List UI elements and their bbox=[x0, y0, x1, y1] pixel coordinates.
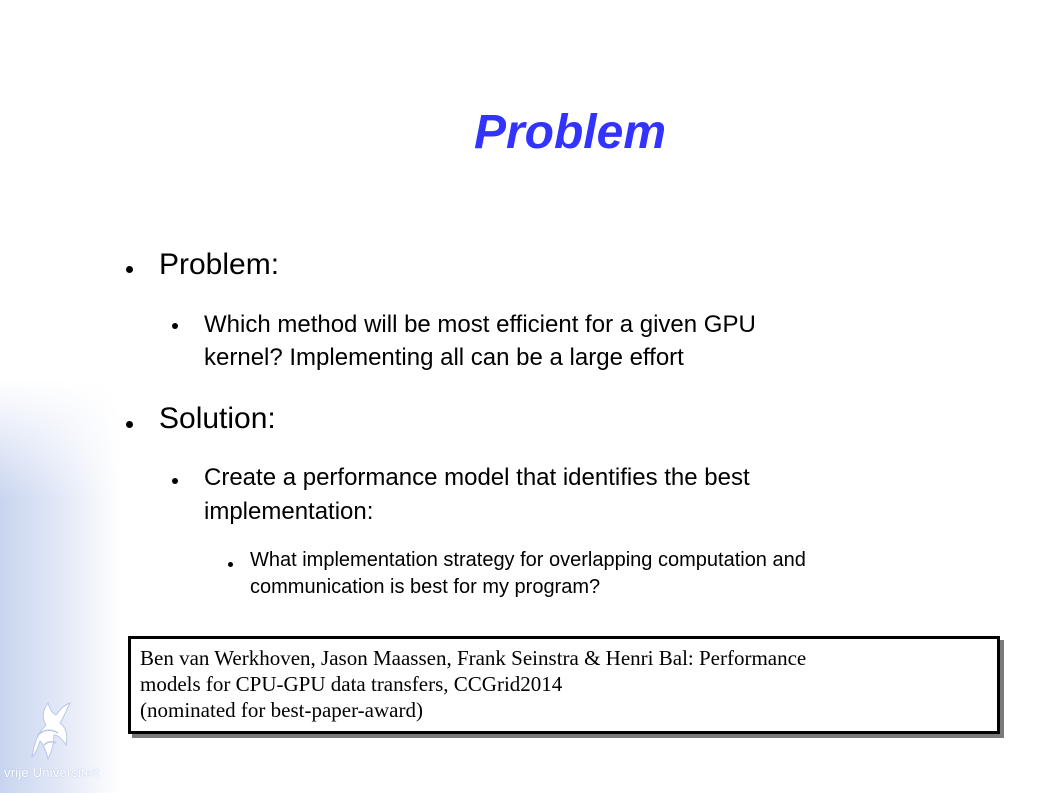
citation-line2: models for CPU-GPU data transfers, CCGrid2014 bbox=[140, 672, 563, 696]
griffin-logo-icon bbox=[24, 695, 74, 765]
solution-heading: Solution: bbox=[159, 402, 276, 435]
solution-sub-line2: communication is best for my program? bbox=[250, 576, 601, 598]
problem-heading: Problem: bbox=[159, 248, 280, 281]
solution-text-line1: Create a performance model that identifies the best bbox=[204, 464, 750, 491]
bullet-dot-icon bbox=[126, 266, 133, 273]
citation-line3: (nominated for best-paper-award) bbox=[140, 698, 423, 722]
bullet-dot-icon bbox=[228, 562, 233, 567]
bullet-dot-icon bbox=[172, 323, 178, 329]
solution-text-line2: implementation: bbox=[204, 498, 374, 525]
citation-line1: Ben van Werkhoven, Jason Maassen, Frank Seinstra & Henri Bal: Performance bbox=[140, 646, 807, 670]
problem-text-line2: kernel? Implementing all can be a large effort bbox=[204, 344, 684, 371]
problem-text-line1: Which method will be most efficient for a given GPU bbox=[204, 311, 756, 338]
bullet-dot-icon bbox=[126, 421, 133, 428]
university-logo bbox=[4, 690, 100, 790]
bullet-dot-icon bbox=[172, 478, 178, 484]
solution-sub-line1: What implementation strategy for overlapping computation and bbox=[250, 549, 806, 571]
citation-box bbox=[128, 636, 1000, 734]
slide-title: Problem bbox=[473, 106, 667, 159]
logo-text: vrije Universiteit bbox=[4, 765, 100, 780]
